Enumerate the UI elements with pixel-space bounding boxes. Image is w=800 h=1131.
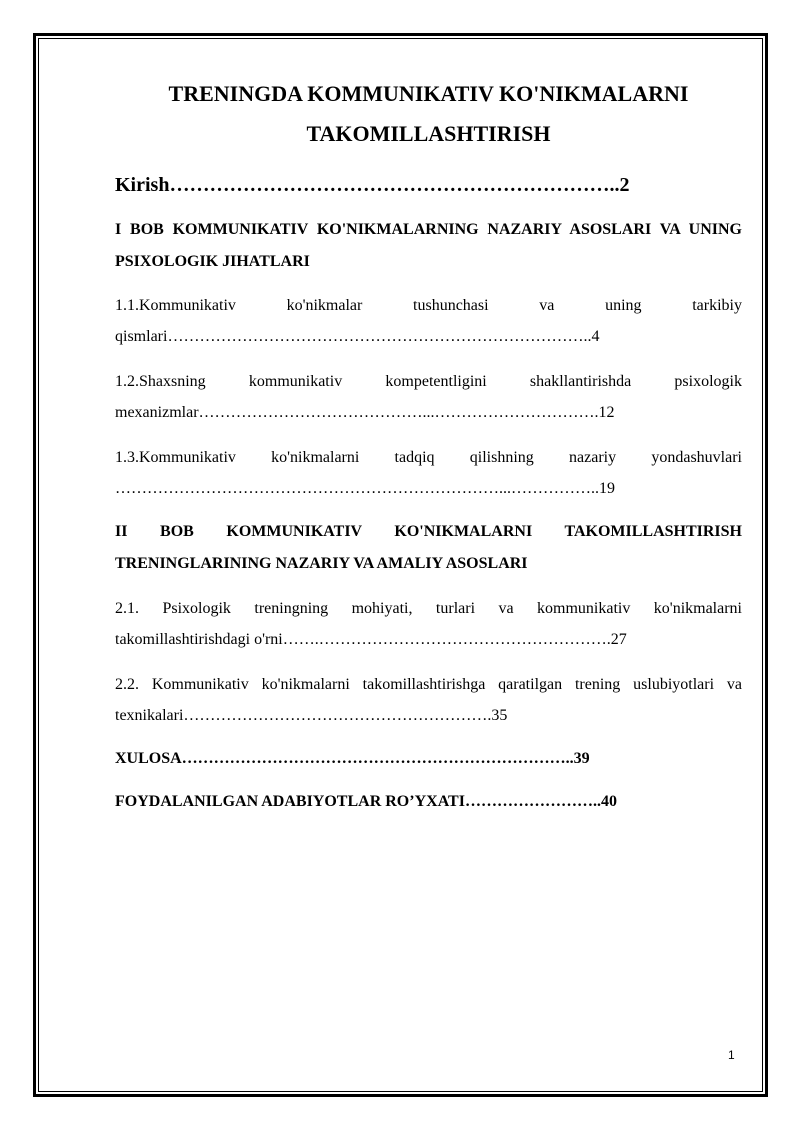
title-line-2: TAKOMILLASHTIRISH — [306, 121, 551, 146]
toc-section-2-1: 2.1. Psixologik treningning mohiyati, turlari va kommunikativ ko'nikmalarni takomillashtirishdagi o'rni…….……………………………………………….27 — [115, 600, 742, 648]
toc-entry-xulosa: XULOSA………………………………………………………………..39 — [115, 750, 590, 767]
toc-chapter-2: II BOB KOMMUNIKATIV KO'NIKMALARNI TAKOMILLASHTIRISH TRENINGLARINING NAZARIY VA AMALIY ASOSLARI — [115, 523, 742, 572]
toc-section-1-3: 1.3.Kommunikativ ko'nikmalarni tadqiq qilishning nazariy yondashuvlari ………………………………………………………………...……………..19 — [115, 449, 742, 497]
title-line-1: TRENINGDA KOMMUNIKATIV KO'NIKMALARNI — [168, 81, 689, 106]
toc-section-2-2: 2.2. Kommunikativ ko'nikmalarni takomillashtirishga qaratilgan trening uslubiyotlari va texnikalari………………………………………………….35 — [115, 676, 742, 724]
toc-section-1-2: 1.2.Shaxsning kommunikativ kompetentligini shakllantirishda psixologik mexanizmlar……………………………………...………………………….12 — [115, 373, 742, 421]
page-number: 1 — [728, 1048, 735, 1062]
document-title — [115, 74, 742, 154]
toc-section-1-1: 1.1.Kommunikativ ko'nikmalar tushunchasi va uning tarkibiy qismlari……………………………………………………………………..4 — [115, 297, 742, 345]
toc-entry-kirish: Kirish…………………………………………………………..2 — [115, 174, 630, 196]
toc-chapter-1: I BOB KOMMUNIKATIV KO'NIKMALARNING NAZARIY ASOSLARI VA UNING PSIXOLOGIK JIHATLARI — [115, 221, 742, 270]
toc-entry-adabiyotlar: FOYDALANILGAN ADABIYOTLAR RO’YXATI……………………..40 — [115, 793, 617, 810]
